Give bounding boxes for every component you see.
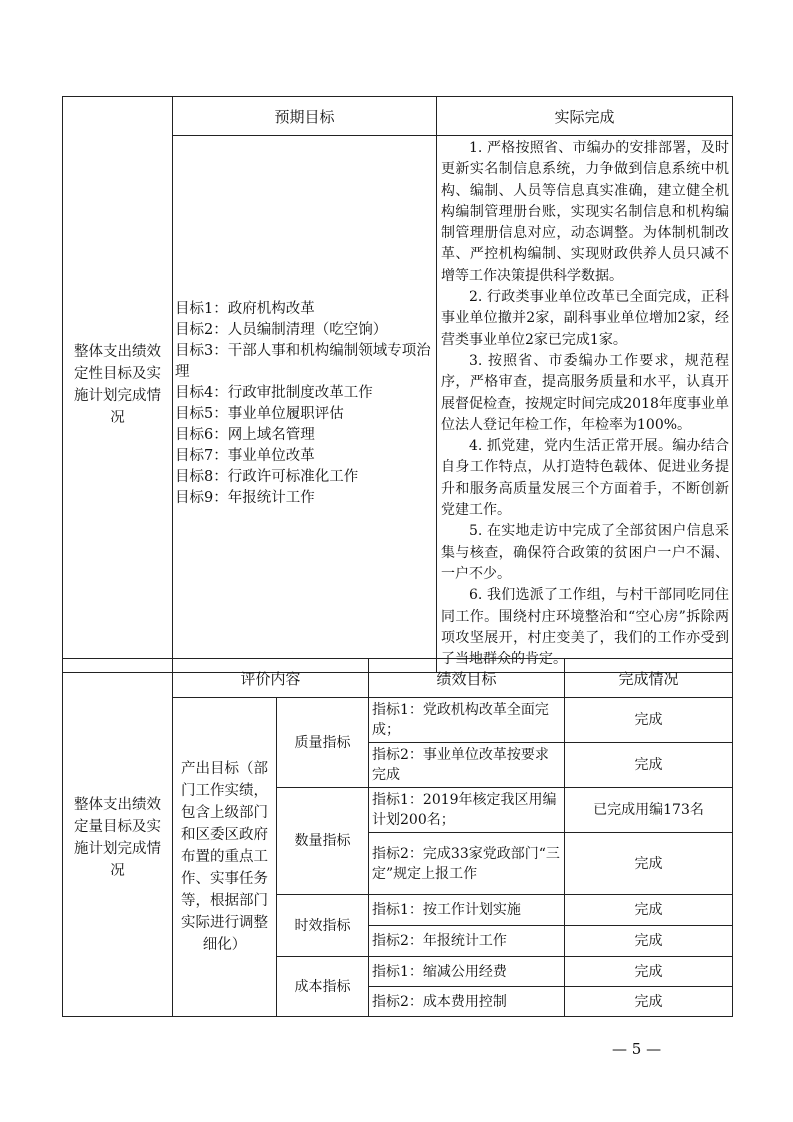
quantitative-side-label: 整体支出绩效定量目标及实施计划完成情况 [63,659,173,1017]
quality-indicator-label: 质量指标 [277,698,369,788]
indicator-status: 完成 [565,698,733,743]
actual-header: 实际完成 [437,97,733,136]
indicator-status: 完成 [565,895,733,926]
actual-paragraph: 4. 抓党建，党内生活正常开展。编办结合自身工作特点，从打造特色载体、促进业务提升和服务高质量发展三个方面着手，不断创新党建工作。 [441,438,729,519]
target-item: 目标5：事业单位履职评估 [175,406,344,423]
quantity-indicator-label: 数量指标 [277,788,369,895]
goal-header: 绩效目标 [369,659,565,698]
target-item: 目标2：人员编制清理（吃空饷） [175,322,388,339]
quantitative-table [62,658,733,1017]
actual-results-cell [437,136,733,673]
qualitative-table [62,96,733,673]
actual-paragraph: 5. 在实地走访中完成了全部贫困户信息采集与核查，确保符合政策的贫困户一户不漏、一户不少。 [441,523,729,582]
indicator-status: 完成 [565,926,733,957]
indicator-status: 已完成用编173名 [565,788,733,833]
indicator-status: 完成 [565,743,733,788]
timeliness-indicator-label: 时效指标 [277,895,369,957]
indicator-goal: 指标2：成本费用控制 [369,987,565,1017]
qualitative-side-label: 整体支出绩效定性目标及实施计划完成情况 [63,97,173,673]
indicator-status: 完成 [565,833,733,895]
indicator-goal: 指标2：事业单位改革按要求完成 [369,743,565,788]
indicator-status: 完成 [565,987,733,1017]
target-item: 目标1：政府机构改革 [175,301,315,318]
actual-paragraph: 1. 严格按照省、市编办的安排部署，及时更新实名制信息系统，力争做到信息系统中机构、编制、人员等信息真实准确，建立健全机构编制管理册台账，实现实名制信息和机构编制管理册信息对应，动态调整。为体制机制改革、严控机构编制、实现财政供养人员只减不增等工作决策提供科学数据。 [441,140,729,284]
output-target-label: 产出目标（部门工作实绩，包含上级部门和区委区政府布置的重点工作、实事任务等，根据部门实际进行调整细化） [173,698,277,1017]
indicator-goal: 指标2：完成33家党政部门“三定”规定上报工作 [369,833,565,895]
cost-indicator-label: 成本指标 [277,957,369,1017]
status-header: 完成情况 [565,659,733,698]
indicator-goal: 指标1：缩减公用经费 [369,957,565,987]
target-item: 目标8：行政许可标准化工作 [175,469,359,486]
page-number: — 5 — [612,1040,662,1058]
target-item: 目标4：行政审批制度改革工作 [175,385,373,402]
indicator-goal: 指标2：年报统计工作 [369,926,565,957]
actual-paragraph: 2. 行政类事业单位改革已全面完成，正科事业单位撤并2家，副科事业单位增加2家，经营类事业单位2家已完成1家。 [441,289,729,348]
target-item: 目标9：年报统计工作 [175,490,315,507]
target-item: 目标3：干部人事和机构编制领域专项治理 [175,343,431,381]
indicator-goal: 指标1：2019年核定我区用编计划200名； [369,788,565,833]
indicator-goal: 指标1：党政机构改革全面完成； [369,698,565,743]
actual-paragraph: 6. 我们选派了工作组，与村干部同吃同住同工作。围绕村庄环境整治和“空心房”拆除两项攻坚展开，村庄变美了，我们的工作亦受到了当地群众的肯定。 [441,587,729,668]
target-item: 目标6：网上域名管理 [175,427,315,444]
target-item: 目标7：事业单位改革 [175,448,315,465]
expected-targets-cell [173,136,437,673]
eval-content-header: 评价内容 [173,659,369,698]
indicator-goal: 指标1：按工作计划实施 [369,895,565,926]
expected-header: 预期目标 [173,97,437,136]
actual-paragraph: 3. 按照省、市委编办工作要求，规范程序，严格审查，提高服务质量和水平，认真开展督促检查，按规定时间完成2018年度事业单位法人登记年检工作，年检率为100%。 [441,352,729,433]
indicator-status: 完成 [565,957,733,987]
